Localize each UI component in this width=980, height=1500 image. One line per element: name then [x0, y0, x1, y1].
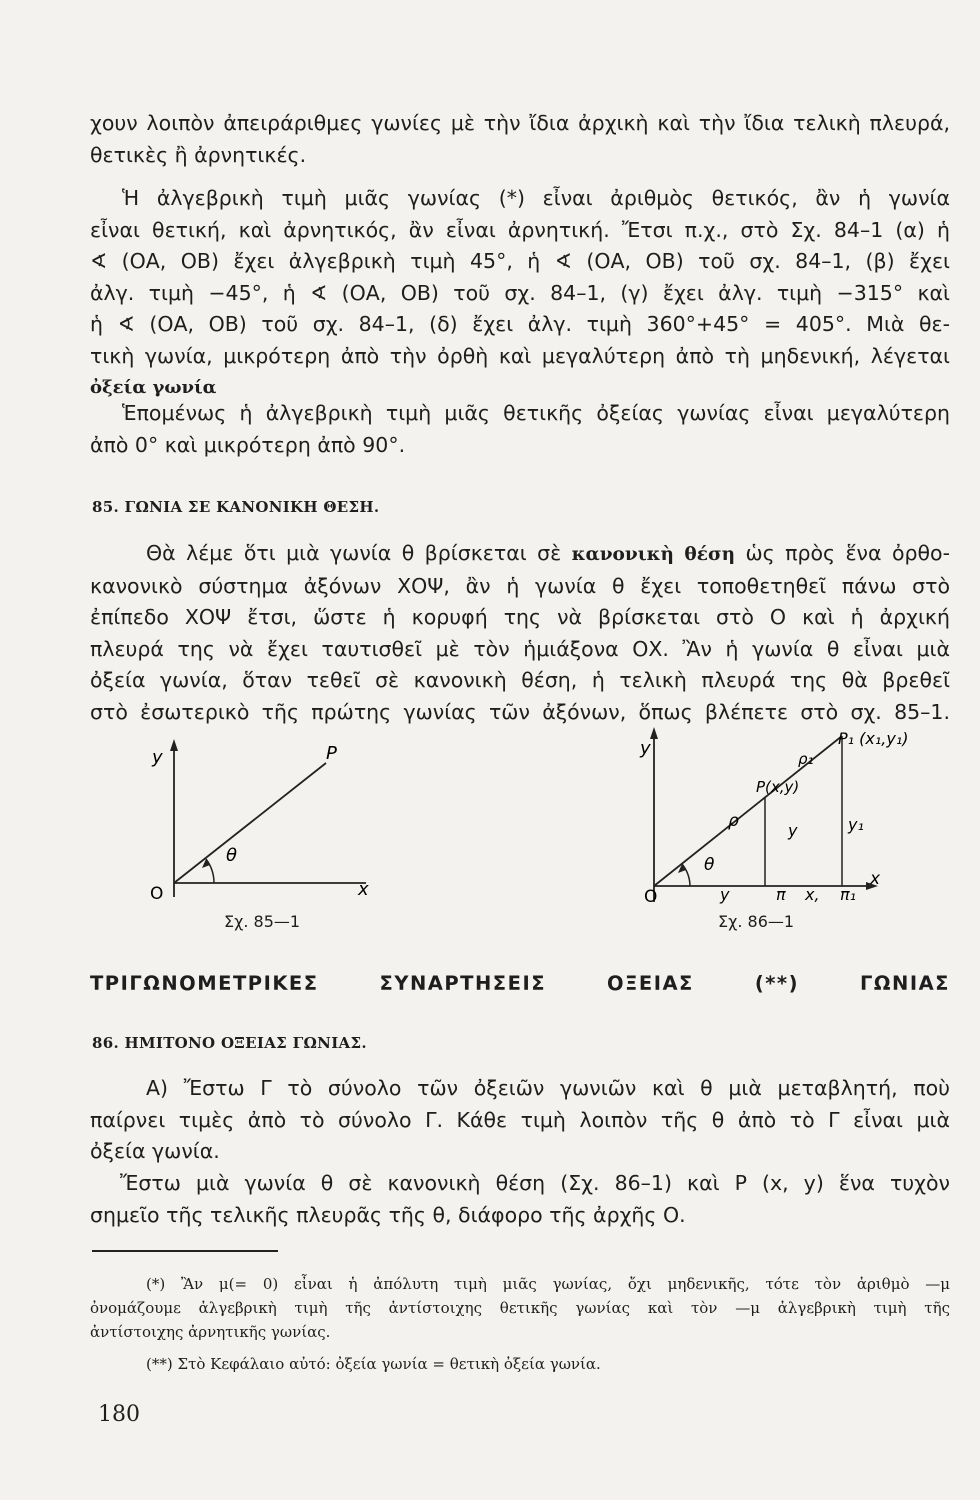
y-axis-arrow — [650, 727, 658, 739]
footnote-line: ἀντίστοιχης ἀρνητικῆς γωνίας. — [90, 1323, 331, 1341]
page-number: 180 — [98, 1402, 140, 1427]
text-line: ἐπίπεδο ΧΟΨ ἔτσι, ὥστε ἡ κορυφή της νὰ βρίσκεται στὸ Ο καὶ ἡ ἀρχική — [90, 605, 950, 629]
text-line: ἡ ∢ (ΟΑ, ΟΒ) τοῦ σχ. 84–1, (δ) ἔχει ἀλγ. τιμὴ 360°+45° = 405°. Μιὰ θε- — [90, 312, 950, 336]
standard-position-term: κανονικὴ θέση — [571, 544, 736, 565]
label-pi1: π₁ — [840, 885, 857, 904]
text-line — [90, 538, 950, 571]
y-axis-arrow — [170, 739, 178, 751]
label-p: P — [326, 743, 337, 764]
text-line: τικὴ γωνία, μικρότερη ἀπὸ τὴν ὀρθὴ καὶ μεγαλύτερη ἀπὸ τὴ μηδενική, λέγεται — [90, 343, 950, 368]
label-theta: θ — [226, 845, 238, 866]
label-p1: P₁ (x₁,y₁) — [838, 729, 909, 748]
section-85-heading: 85. ΓΩΝΙΑ ΣΕ ΚΑΝΟΝΙΚΗ ΘΕΣΗ. — [92, 498, 380, 516]
text-line: ∢ (ΟΑ, ΟΒ) ἔχει ἀλγεβρικὴ τιμὴ 45°, ἡ ∢ (ΟΑ, ΟΒ) τοῦ σχ. 84–1, (β) ἔχει — [90, 249, 950, 273]
paragraph-a — [90, 1073, 950, 1168]
label-p: P(x,y) — [756, 778, 800, 796]
text-segment: ὡς πρὸς ἕνα ὀρθο- — [735, 541, 950, 565]
label-origin: O — [150, 884, 164, 904]
label-x: x — [870, 869, 881, 889]
figure-85-1 — [130, 735, 390, 915]
footnote-line: (**) Στὸ Κεφάλαιο αὐτό: ὀξεία γωνία = θετικὴ ὀξεία γωνία. — [146, 1355, 601, 1373]
acute-angle-term: ὀξεία γωνία — [90, 377, 217, 398]
figure-86-1 — [620, 722, 920, 918]
footnote-1 — [90, 1272, 950, 1344]
label-pi: π — [776, 885, 786, 904]
label-origin: O — [644, 887, 658, 907]
label-rho1: ρ₁ — [798, 750, 814, 768]
label-x: x — [358, 879, 369, 900]
text-line: ἀπὸ 0° καὶ μικρότερη ἀπὸ 90°. — [90, 432, 406, 457]
paragraph-intro — [90, 108, 950, 171]
label-y: y — [640, 738, 651, 759]
label-y: y — [152, 747, 163, 768]
label-tick-x: y — [720, 885, 730, 904]
terminal-side — [174, 763, 326, 883]
label-x-tick: x, — [805, 885, 820, 904]
text-line: ὀξεία γωνία, ὅταν τεθεῖ σὲ κανονικὴ θέση, ἡ τελικὴ πλευρά της θὰ βρεθεῖ — [90, 668, 950, 692]
label-rho: ρ — [728, 811, 739, 831]
text-line: εἶναι θετική, καὶ ἀρνητικός, ἂν εἶναι ἀρνητική. Ἔτσι π.χ., στὸ Σχ. 84–1 (α) ἡ — [90, 217, 950, 242]
text-line: Ἔστω μιὰ γωνία θ σὲ κανονικὴ θέση (Σχ. 86–1) καὶ Ρ (x, y) ἕνα τυχὸν — [120, 1171, 950, 1195]
terminal-side — [654, 736, 842, 886]
text-line: ὀξεία γωνία. — [90, 1139, 220, 1163]
caption-fig-85-1: Σχ. 85—1 — [224, 912, 301, 931]
label-theta: θ — [704, 855, 715, 875]
paragraph-b — [90, 1168, 950, 1231]
footnote-2 — [90, 1352, 950, 1376]
text-line: θετικὲς ἢ ἀρνητικές. — [90, 142, 307, 167]
label-segment-y1: y₁ — [848, 815, 864, 834]
text-line: σημεῖο τῆς τελικῆς πλευρᾶς τῆς θ, διάφορο τῆς ἀρχῆς Ο. — [90, 1202, 686, 1227]
text-line: Ἡ ἀλγεβρικὴ τιμὴ μιᾶς γωνίας (*) εἶναι ἀριθμὸς θετικός, ἂν ἡ γωνία — [122, 186, 950, 210]
text-line: κανονικὸ σύστημα ἀξόνων ΧΟΨ, ἂν ἡ γωνία θ ἔχει τοποθετηθεῖ πάνω στὸ — [90, 573, 950, 598]
text-segment: Θὰ λέμε ὅτι μιὰ γωνία θ βρίσκεται σὲ — [146, 541, 572, 565]
text-line: ἀλγ. τιμὴ −45°, ἡ ∢ (ΟΑ, ΟΒ) τοῦ σχ. 84–1, (γ) ἔχει ἀλγ. τιμὴ −315° καὶ — [90, 280, 950, 305]
chapter-title: ΤΡΙΓΩΝΟΜΕΤΡΙΚΕΣ ΣΥΝΑΡΤΗΣΕΙΣ ΟΞΕΙΑΣ (**) ΓΩΝΙΑΣ — [90, 972, 950, 995]
section-86-heading: 86. ΗΜΙΤΟΝΟ ΟΞΕΙΑΣ ΓΩΝΙΑΣ. — [92, 1034, 367, 1052]
text-line: πλευρά της νὰ ἔχει ταυτισθεῖ μὲ τὸν ἡμιάξονα ΟΧ. Ἂν ἡ γωνία θ εἶναι μιὰ — [90, 636, 950, 661]
caption-fig-86-1: Σχ. 86—1 — [718, 912, 795, 931]
paragraph-consequently — [90, 398, 950, 461]
text-line: στὸ ἐσωτερικὸ τῆς πρώτης γωνίας τῶν ἀξόνων, ὅπως βλέπετε στὸ σχ. 85–1. — [90, 699, 950, 724]
paragraph-standard-position — [90, 538, 950, 728]
footnote-rule — [92, 1250, 278, 1252]
text-line: χουν λοιπὸν ἀπειράριθμες γωνίες μὲ τὴν ἴδια ἀρχικὴ καὶ τὴν ἴδια τελικὴ πλευρά, — [90, 111, 950, 135]
footnote-line: (*) Ἂν μ(= 0) εἶναι ἡ ἀπόλυτη τιμὴ μιᾶς γωνίας, ὄχι μηδενικῆς, τότε τὸν ἀριθμὸ —μ — [146, 1275, 950, 1293]
text-line: παίρνει τιμὲς ἀπὸ τὸ σύνολο Γ. Κάθε τιμὴ λοιπὸν τῆς θ ἀπὸ τὸ Γ εἶναι μιὰ — [90, 1107, 950, 1132]
footnote-line: ὀνομάζουμε ἀλγεβρικὴ τιμὴ τῆς ἀντίστοιχης θετικῆς γωνίας καὶ τὸν —μ ἀλγεβρικὴ τιμὴ τῆς — [90, 1299, 950, 1317]
text-line: Α) Ἔστω Γ τὸ σύνολο τῶν ὀξειῶν γωνιῶν καὶ θ μιὰ μεταβλητή, ποὺ — [146, 1076, 950, 1100]
label-segment-y: y — [788, 821, 798, 840]
paragraph-algebraic-value — [90, 183, 950, 404]
text-line: Ἑπομένως ἡ ἀλγεβρικὴ τιμὴ μιᾶς θετικῆς ὀξείας γωνίας εἶναι μεγαλύτερη — [122, 401, 950, 425]
